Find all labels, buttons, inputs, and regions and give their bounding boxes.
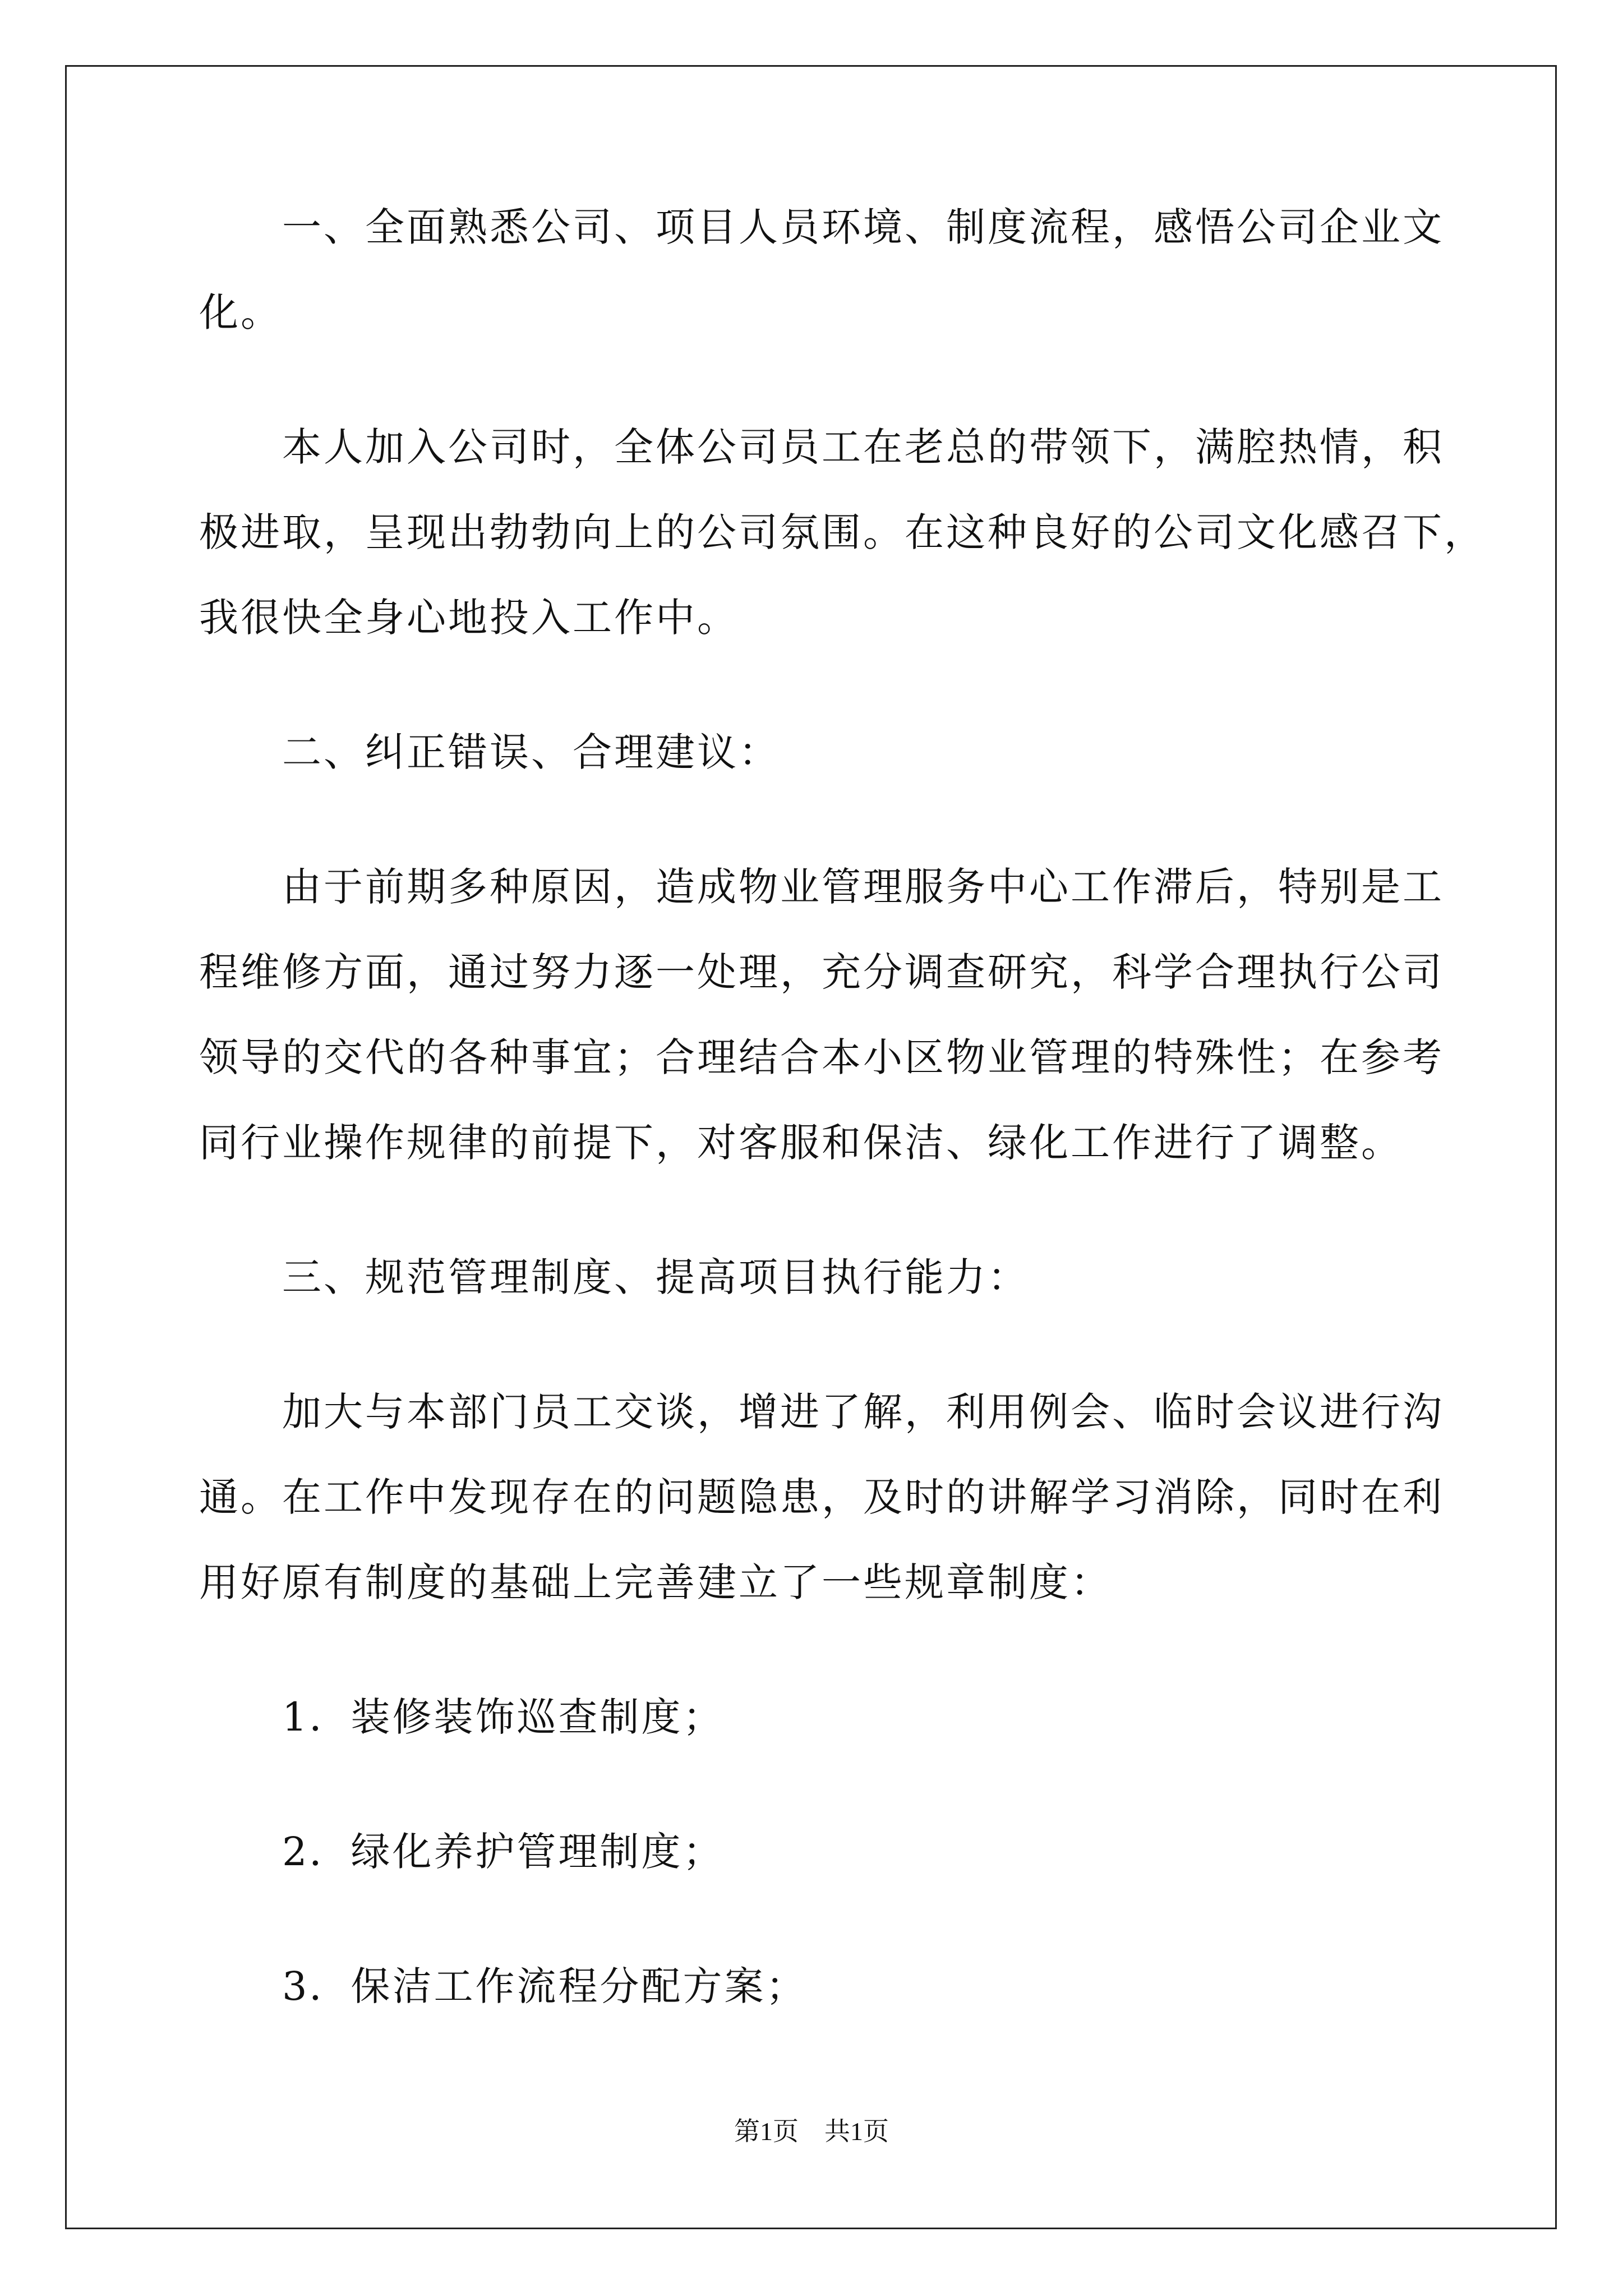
text-line: 化。 (199, 289, 282, 335)
section-heading: 二、纠正错误、合理建议： (199, 729, 780, 775)
text-line: 本人加入公司时，全体公司员工在老总的带领下，满腔热情，积 (199, 424, 1444, 470)
text-line: 我很快全身心地投入工作中。 (199, 595, 739, 641)
text-line: 由于前期多种原因，造成物业管理服务中心工作滞后，特别是工 (199, 864, 1444, 910)
text-line: 程维修方面，通过努力逐一处理，充分调查研究，科学合理执行公司 (199, 949, 1444, 995)
text-line: 用好原有制度的基础上完善建立了一些规章制度： (199, 1559, 1112, 1605)
text-line: 加大与本部门员工交谈，增进了解，利用例会、临时会议进行沟 (199, 1389, 1444, 1435)
text-line: 一、全面熟悉公司、项目人员环境、制度流程，感悟公司企业文 (199, 204, 1444, 250)
page-footer: 第1页 共1页 (734, 2117, 889, 2146)
list-item: 3．保洁工作流程分配方案； (199, 1963, 808, 2009)
text-line: 通。在工作中发现存在的问题隐患，及时的讲解学习消除，同时在利 (199, 1474, 1444, 1520)
list-item: 2．绿化养护管理制度； (199, 1829, 725, 1875)
section-heading: 三、规范管理制度、提高项目执行能力： (199, 1254, 1029, 1300)
text-line: 同行业操作规律的前提下，对客服和保洁、绿化工作进行了调整。 (199, 1120, 1403, 1166)
text-line: 领导的交代的各种事宜；合理结合本小区物业管理的特殊性；在参考 (199, 1034, 1444, 1080)
list-item: 1．装修装饰巡查制度； (199, 1694, 725, 1740)
text-line: 极进取，呈现出勃勃向上的公司氛围。在这种良好的公司文化感召下， (199, 509, 1486, 555)
